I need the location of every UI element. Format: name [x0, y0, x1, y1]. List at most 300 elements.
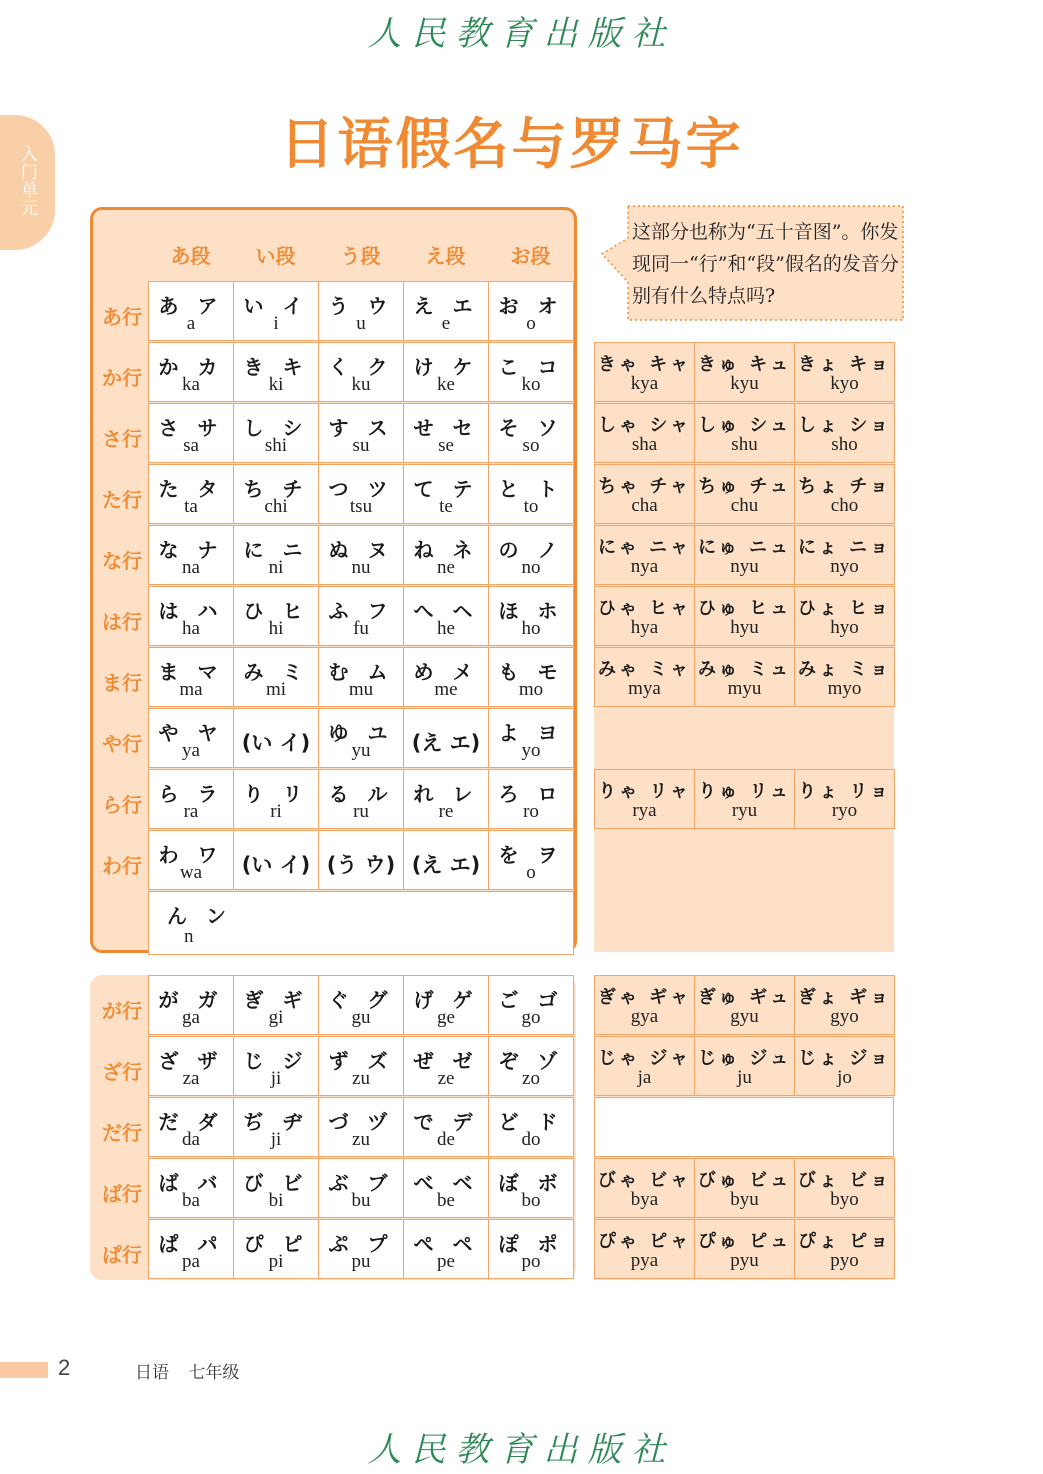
kana-pair: げ ゲ [413, 988, 479, 1012]
romaji: kyu [730, 373, 759, 394]
romaji: ne [437, 557, 455, 578]
row-label: さ行 [102, 427, 142, 451]
kana-pair: む ム [328, 660, 394, 684]
kana-pair: く ク [328, 355, 394, 379]
romaji: ra [183, 801, 199, 822]
romaji: ya [182, 740, 200, 761]
kana-pair: ぴょ ピョ [797, 1231, 892, 1252]
kana-cell [233, 403, 319, 463]
kana-pair: じ ジ [243, 1049, 309, 1073]
romaji: ge [437, 1007, 455, 1028]
yoon-cell [694, 342, 795, 402]
kana-pair: べ ベ [413, 1171, 479, 1195]
kana-pair: ら ラ [158, 782, 224, 806]
kana-pair: せ セ [413, 416, 479, 440]
romaji: kyo [830, 373, 859, 394]
kana-cell [148, 464, 234, 524]
yoon-cell [794, 647, 895, 707]
romaji: chi [264, 496, 288, 517]
publisher-logo-top: 人民教育出版社 [367, 14, 676, 54]
romaji: n [184, 926, 194, 947]
romaji: do [521, 1129, 541, 1150]
kana-cell [318, 342, 404, 402]
romaji: re [438, 801, 454, 822]
romaji: nyu [730, 556, 759, 577]
romaji: de [437, 1129, 455, 1150]
romaji: mo [518, 679, 544, 700]
kana-cell [488, 1097, 574, 1157]
kana-pair: ひゃ ヒャ [597, 598, 692, 619]
romaji: gi [268, 1007, 284, 1028]
kana-pair: りょ リョ [798, 781, 891, 802]
kana-pair: ぷ プ [328, 1232, 394, 1256]
kana-pair: りゃ リャ [598, 781, 691, 802]
kana-pair: ぐ グ [328, 988, 394, 1012]
romaji: u [356, 313, 366, 334]
kana-pair: きゅ キュ [697, 354, 792, 375]
row-label: ぱ行 [102, 1243, 142, 1267]
kana-pair: (い イ) [241, 853, 311, 877]
yoon-cell [794, 586, 895, 646]
kana-pair: ざ ザ [158, 1049, 224, 1073]
romaji: pyu [730, 1250, 759, 1271]
romaji: hyu [730, 617, 759, 638]
romaji: te [439, 496, 453, 517]
romaji: ho [521, 618, 541, 639]
kana-cell [488, 281, 574, 341]
kana-pair: う ウ [328, 294, 394, 318]
yoon-cell [594, 1036, 695, 1096]
row-label: ば行 [102, 1182, 142, 1206]
kana-cell [403, 1219, 489, 1279]
kana-pair: め メ [413, 660, 479, 684]
romaji: gyo [830, 1006, 859, 1027]
romaji: ru [353, 801, 369, 822]
kana-cell [318, 1036, 404, 1096]
romaji: a [186, 313, 196, 334]
kana-cell [488, 1158, 574, 1218]
romaji: sa [183, 435, 199, 456]
kana-pair: ふ フ [328, 599, 394, 623]
row-label: は行 [102, 610, 142, 634]
kana-pair: ぶ ブ [328, 1171, 394, 1195]
romaji: gu [351, 1007, 371, 1028]
kana-pair: ひゅ ヒュ [697, 598, 792, 619]
romaji: pi [268, 1251, 284, 1272]
yoon-cell [694, 975, 795, 1035]
romaji: ju [737, 1067, 752, 1088]
romaji: ke [437, 374, 455, 395]
romaji: bu [351, 1190, 371, 1211]
kana-pair: お オ [498, 294, 564, 318]
row-label: た行 [102, 488, 142, 512]
kana-pair: びゃ ビャ [597, 1170, 692, 1191]
kana-cell [148, 647, 234, 707]
kana-pair: みゅ ミュ [698, 659, 791, 680]
column-header: え段 [425, 244, 466, 268]
kana-cell [318, 586, 404, 646]
kana-cell [403, 525, 489, 585]
kana-cell [488, 647, 574, 707]
romaji: mi [265, 679, 287, 700]
yoon-cell [694, 525, 795, 585]
romaji: nya [630, 556, 659, 577]
kana-cell [148, 1219, 234, 1279]
romaji: ryo [831, 800, 858, 821]
romaji: su [352, 435, 370, 456]
kana-pair: た タ [158, 477, 224, 501]
kana-pair: さ サ [158, 416, 224, 440]
kana-cell [148, 281, 234, 341]
romaji: za [182, 1068, 200, 1089]
column-header: お段 [510, 244, 551, 268]
kana-pair: びょ ビョ [797, 1170, 892, 1191]
romaji: so [522, 435, 540, 456]
kana-cell [318, 769, 404, 829]
kana-cell [148, 525, 234, 585]
kana-pair: (う ウ) [326, 853, 396, 877]
kana-cell [488, 975, 574, 1035]
romaji: me [434, 679, 458, 700]
kana-pair: ど ド [498, 1110, 564, 1134]
romaji: shi [264, 435, 288, 456]
kana-cell [318, 525, 404, 585]
romaji: ji [270, 1068, 282, 1089]
yoon-cell [594, 464, 695, 524]
yoon-cell [594, 342, 695, 402]
kana-cell [488, 830, 574, 890]
romaji: po [521, 1251, 541, 1272]
kana-cell [318, 708, 404, 768]
kana-cell [403, 586, 489, 646]
romaji: no [521, 557, 541, 578]
yoon-cell [694, 464, 795, 524]
kana-cell [488, 708, 574, 768]
row-label: ら行 [102, 793, 142, 817]
yoon-cell [794, 342, 895, 402]
kana-pair: ぴ ピ [243, 1232, 309, 1256]
kana-cell [403, 975, 489, 1035]
kana-cell [403, 1158, 489, 1218]
kana-pair: づ ヅ [328, 1110, 394, 1134]
kana-cell [148, 342, 234, 402]
kana-pair: ぎ ギ [243, 988, 309, 1012]
romaji: se [438, 435, 454, 456]
kana-pair: しょ ショ [798, 415, 891, 436]
romaji: pe [437, 1251, 455, 1272]
kana-pair: じゅ ジュ [698, 1048, 791, 1069]
romaji: ja [637, 1067, 652, 1088]
kana-cell-n [148, 891, 574, 955]
kana-pair: ち チ [243, 477, 309, 501]
row-label: ざ行 [102, 1060, 142, 1084]
romaji: i [273, 313, 279, 334]
kana-pair: ぱ パ [158, 1232, 224, 1256]
row-label: が行 [102, 999, 142, 1023]
kana-cell [403, 769, 489, 829]
romaji: pyo [830, 1250, 859, 1271]
romaji: pa [182, 1251, 200, 1272]
romaji: myo [827, 678, 862, 699]
romaji: yu [351, 740, 371, 761]
kana-pair: ぜ ゼ [413, 1049, 479, 1073]
column-header: う段 [340, 244, 381, 268]
kana-pair: きょ キョ [797, 354, 892, 375]
kana-pair: わ ワ [158, 843, 224, 867]
kana-pair: な ナ [158, 538, 224, 562]
kana-cell [318, 464, 404, 524]
kana-pair: ず ズ [328, 1049, 394, 1073]
column-header: い段 [255, 244, 296, 268]
yoon-cell [794, 975, 895, 1035]
kana-pair: ぢ ヂ [243, 1110, 309, 1134]
kana-pair: ぞ ゾ [498, 1049, 564, 1073]
kana-pair: じょ ジョ [798, 1048, 891, 1069]
kana-cell [488, 1036, 574, 1096]
romaji: ta [184, 496, 198, 517]
kana-pair: ぎゅ ギュ [697, 987, 792, 1008]
kana-cell [148, 975, 234, 1035]
romaji: yo [521, 740, 541, 761]
kana-pair: ね ネ [413, 538, 479, 562]
romaji: o [526, 313, 536, 334]
kana-pair: へ ヘ [413, 599, 479, 623]
romaji: ze [437, 1068, 455, 1089]
yoon-cell [694, 1219, 795, 1279]
romaji: byo [830, 1189, 859, 1210]
kana-cell [488, 464, 574, 524]
row-label: だ行 [102, 1121, 142, 1145]
kana-cell [488, 403, 574, 463]
kana-cell [318, 1219, 404, 1279]
romaji: cha [631, 495, 658, 516]
yoon-cell [694, 769, 795, 829]
kana-pair: みゃ ミャ [598, 659, 691, 680]
romaji: mya [628, 678, 661, 699]
kana-pair: きゃ キャ [597, 354, 692, 375]
yoon-cell [794, 1219, 895, 1279]
yoon-cell [794, 1158, 895, 1218]
kana-pair: で デ [413, 1110, 479, 1134]
kana-pair: が ガ [158, 988, 224, 1012]
kana-pair: い イ [243, 294, 309, 318]
yoon-cell [794, 1036, 895, 1096]
kana-cell [233, 1097, 319, 1157]
romaji: bo [521, 1190, 541, 1211]
kana-cell [488, 1219, 574, 1279]
romaji: zo [522, 1068, 540, 1089]
romaji: sho [831, 434, 858, 455]
kana-cell [233, 1036, 319, 1096]
romaji: wa [179, 862, 203, 883]
romaji: ji [270, 1129, 282, 1150]
kana-pair: と ト [498, 477, 564, 501]
kana-cell [148, 586, 234, 646]
romaji: hi [268, 618, 284, 639]
kana-cell [233, 647, 319, 707]
unit-side-tab-label: 入门单元 [17, 145, 37, 217]
yoon-cell [594, 1158, 695, 1218]
romaji: ni [268, 557, 284, 578]
kana-pair: や ヤ [158, 721, 224, 745]
romaji: ryu [731, 800, 758, 821]
kana-cell [403, 647, 489, 707]
kana-pair: みょ ミョ [798, 659, 891, 680]
kana-cell [318, 281, 404, 341]
row-label: な行 [102, 549, 142, 573]
kana-pair: を ヲ [498, 843, 564, 867]
romaji: na [182, 557, 200, 578]
kana-cell [318, 1158, 404, 1218]
kana-pair: み ミ [243, 660, 309, 684]
kana-pair: (え エ) [411, 853, 481, 877]
romaji: go [521, 1007, 541, 1028]
kana-cell [403, 403, 489, 463]
yoon-cell [694, 1036, 795, 1096]
kana-pair: れ レ [413, 782, 479, 806]
kana-cell [148, 769, 234, 829]
kana-pair: にゅ ニュ [698, 537, 791, 558]
romaji: ba [182, 1190, 200, 1211]
romaji: zu [352, 1129, 370, 1150]
yoon-cell [594, 647, 695, 707]
kana-pair: ちゅ チュ [698, 476, 791, 497]
romaji: o [526, 862, 536, 883]
publisher-logo-bottom: 人民教育出版社 [367, 1430, 676, 1470]
romaji: cho [830, 495, 859, 516]
yoon-cell [594, 403, 695, 463]
kana-pair: (え エ) [411, 731, 481, 755]
kana-pair: け ケ [413, 355, 479, 379]
kana-pair: りゅ リュ [698, 781, 791, 802]
kana-pair: ちょ チョ [798, 476, 891, 497]
kana-pair: か カ [158, 355, 224, 379]
romaji: ma [179, 679, 203, 700]
kana-cell [318, 975, 404, 1035]
romaji: byu [730, 1189, 759, 1210]
kana-cell [318, 647, 404, 707]
kana-cell [488, 769, 574, 829]
romaji: fu [353, 618, 369, 639]
romaji: rya [632, 800, 657, 821]
kana-pair: つ ツ [328, 477, 394, 501]
kana-cell [233, 281, 319, 341]
yoon-cell [694, 403, 795, 463]
kana-cell [148, 1097, 234, 1157]
kana-pair: しゅ シュ [698, 415, 791, 436]
romaji: nu [351, 557, 371, 578]
yoon-cell [694, 647, 795, 707]
kana-cell [488, 525, 574, 585]
kana-pair: ぴゅ ピュ [697, 1231, 792, 1252]
yoon-cell [794, 403, 895, 463]
kana-pair: あ ア [158, 294, 224, 318]
kana-pair: ぬ ヌ [328, 538, 394, 562]
kana-pair: ば バ [158, 1171, 224, 1195]
yoon-cell [594, 769, 695, 829]
romaji: gya [630, 1006, 659, 1027]
romaji: ha [182, 618, 200, 639]
yoon-cell [594, 975, 695, 1035]
kana-pair: え エ [413, 294, 479, 318]
kana-pair: しゃ シャ [598, 415, 691, 436]
kana-cell [403, 830, 489, 890]
romaji: ka [182, 374, 200, 395]
kana-pair: ご ゴ [498, 988, 564, 1012]
yoon-cell [794, 464, 895, 524]
kana-pair: よ ヨ [498, 721, 564, 745]
yoon-cell [794, 525, 895, 585]
romaji: ku [351, 374, 371, 395]
romaji: to [523, 496, 539, 517]
kana-pair: こ コ [498, 355, 564, 379]
kana-cell [403, 281, 489, 341]
kana-pair: す ス [328, 416, 394, 440]
romaji: he [437, 618, 455, 639]
kana-cell [233, 586, 319, 646]
romaji: ro [523, 801, 539, 822]
romaji: ri [270, 801, 282, 822]
kana-pair: ゆ ユ [328, 721, 394, 745]
romaji: gyu [730, 1006, 759, 1027]
kana-pair: ぽ ポ [498, 1232, 564, 1256]
kana-pair: ぎょ ギョ [797, 987, 892, 1008]
kana-pair: そ ソ [498, 416, 564, 440]
note-text: 这部分也称为“五十音图”。你发现同一“行”和“段”假名的发音分别有什么特点吗? [632, 221, 899, 307]
row-label: か行 [102, 366, 142, 390]
kana-pair: ぎゃ ギャ [597, 987, 692, 1008]
romaji: da [182, 1129, 200, 1150]
kana-cell [148, 403, 234, 463]
romaji: tsu [349, 496, 373, 517]
kana-pair: だ ダ [158, 1110, 224, 1134]
romaji: ga [182, 1007, 200, 1028]
kana-cell [148, 1158, 234, 1218]
kana-pair: ほ ホ [498, 599, 564, 623]
romaji: hyo [830, 617, 859, 638]
kana-cell [148, 830, 234, 890]
romaji: mu [348, 679, 374, 700]
column-header: あ段 [170, 244, 211, 268]
romaji: nyo [830, 556, 859, 577]
kana-cell [233, 342, 319, 402]
romaji: pya [630, 1250, 659, 1271]
kana-pair: に ニ [243, 538, 309, 562]
kana-cell [488, 342, 574, 402]
kana-pair: ひ ヒ [243, 599, 309, 623]
kana-cell [403, 464, 489, 524]
kana-pair: ま マ [158, 660, 224, 684]
kana-pair: ひょ ヒョ [797, 598, 892, 619]
kana-cell [233, 975, 319, 1035]
kana-pair: ろ ロ [498, 782, 564, 806]
kana-cell [403, 708, 489, 768]
kana-cell [148, 708, 234, 768]
romaji: hya [630, 617, 659, 638]
kana-cell [403, 1097, 489, 1157]
kana-cell [318, 1097, 404, 1157]
kana-cell [233, 769, 319, 829]
kana-cell [318, 830, 404, 890]
kana-cell [233, 525, 319, 585]
footer-bar [0, 1362, 48, 1378]
yoon-cell [594, 1219, 695, 1279]
row-label: や行 [102, 732, 142, 756]
romaji: sha [631, 434, 658, 455]
kana-pair: びゅ ビュ [697, 1170, 792, 1191]
yoon-cell [694, 1158, 795, 1218]
row-label: あ行 [102, 305, 142, 329]
